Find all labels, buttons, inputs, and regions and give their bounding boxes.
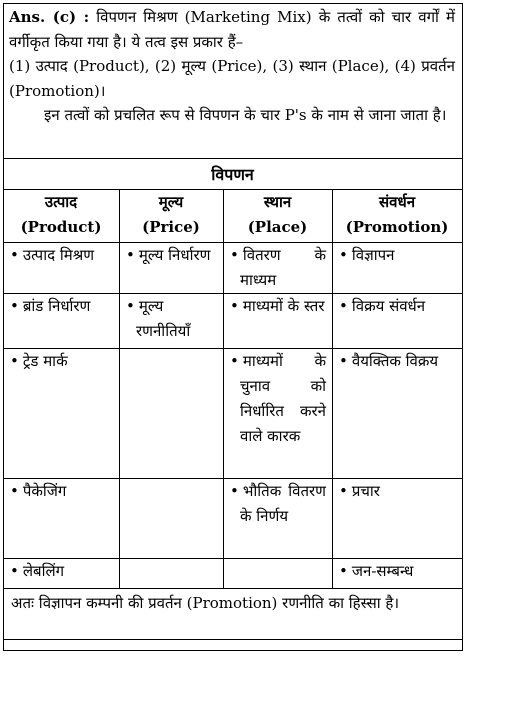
answer-intro [9,5,455,128]
header-price-en: (Price) [142,218,200,236]
header-product-hi: उत्पाद [44,193,78,211]
table-cell [120,349,224,479]
header-place-en: (Place) [247,218,308,236]
header-promotion-en: (Promotion) [345,218,449,236]
table-cell: • लेबलिंग [4,559,120,589]
table-cell: • वैयक्तिक विक्रय [333,349,463,479]
header-price-hi: मूल्य [158,193,184,211]
table-row [4,559,463,589]
table-cell: • पैकेजिंग [4,479,120,559]
header-place [224,190,333,243]
table-cell [224,559,333,589]
table-cell: • माध्यमों के चुनाव को निर्धारित करने वाले कारक [224,349,333,479]
table-row [4,243,463,294]
table-footer: अतः विज्ञापन कम्पनी की प्रवर्तन (Promotion) रणनीति का हिस्सा है। [4,589,463,640]
header-promotion-hi: संवर्धन [378,193,416,211]
table-cell: • माध्यमों के स्तर [224,294,333,349]
intro-text-1: विपणन मिश्रण (Marketing Mix) के तत्वों को चार वर्गों में वर्गीकृत किया गया है। ये तत्व इस प्रकार हैं– [9,8,455,51]
intro-paragraph-2: (1) उत्पाद (Product), (2) मूल्य (Price), (3) स्थान (Place), (4) प्रवर्तन (Promotion)। [9,57,455,100]
header-product [4,190,120,243]
table-cell: • उत्पाद मिश्रण [4,243,120,294]
table-cell: • ब्रांड निर्धारण [4,294,120,349]
table-cell: • विक्रय संवर्धन [333,294,463,349]
intro-paragraph-1 [9,5,455,54]
table-cell: • प्रचार [333,479,463,559]
table-cell [120,479,224,559]
table-row [4,294,463,349]
table-cell [120,559,224,589]
table-cell: • भौतिक वितरण के निर्णय [224,479,333,559]
table-cell: • विज्ञापन [333,243,463,294]
intro-paragraph-3: इन तत्वों को प्रचलित रूप से विपणन के चार P's के नाम से जाना जाता है। [44,106,447,124]
table-cell: • मूल्य निर्धारण [120,243,224,294]
table-title: विपणन [4,159,463,190]
header-promotion [333,190,463,243]
marketing-mix-table [3,158,463,640]
table-cell: • ट्रेड मार्क [4,349,120,479]
table-cell: • वितरण के माध्यम [224,243,333,294]
table-cell: • जन-सम्बन्ध [333,559,463,589]
table-row [4,479,463,559]
header-price [120,190,224,243]
header-product-en: (Product) [20,218,102,236]
table-cell: • मूल्य रणनीतियाँ [120,294,224,349]
table-row [4,349,463,479]
header-place-hi: स्थान [263,193,292,211]
answer-label: Ans. (c) : [9,8,90,26]
